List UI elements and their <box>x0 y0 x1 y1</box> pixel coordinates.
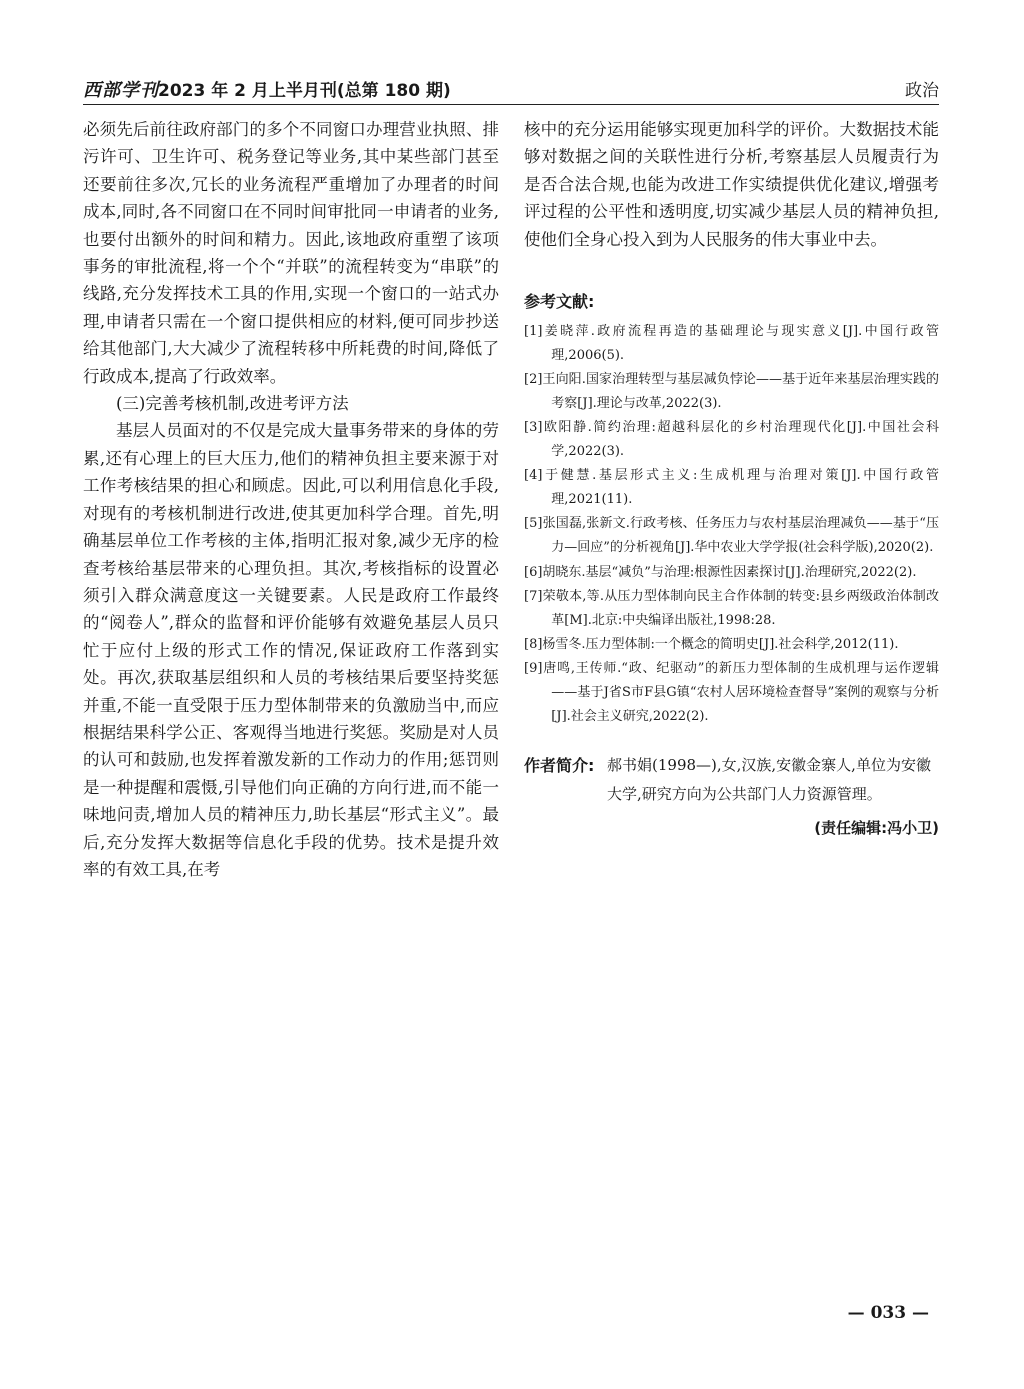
reference-item: [7]荣敬本,等.从压力型体制向民主合作体制的转变:县乡两级政治体制改革[M].北京:中央编译出版社,1998:28. <box>524 588 939 628</box>
editor-credit: (责任编辑:冯小卫) <box>814 818 939 837</box>
body-paragraph: 必须先后前往政府部门的多个不同窗口办理营业执照、排污许可、卫生许可、税务登记等业务,其中某些部门甚至还要前往多次,冗长的业务流程严重增加了办理者的时间成本,同时,各不同窗口在不同时间审批同一申请者的业务,也要付出额外的时间和精力。因此,该地政府重塑了该项事务的审批流程,将一个个“并联”的流程转变为“串联”的线路,充分发挥技术工具的作用,实现一个窗口的一站式办理,申请者只需在一个窗口提供相应的材料,便可同步抄送给其他部门,大大减少了流程转移中所耗费的时间,降低了行政成本,提高了行政效率。 <box>83 120 499 386</box>
reference-item: [1]姜晓萍.政府流程再造的基础理论与现实意义[J].中国行政管理,2006(5). <box>524 324 939 363</box>
page-number: — 033 — <box>847 1303 929 1323</box>
left-column <box>83 116 499 883</box>
body-paragraph: 核中的充分运用能够实现更加科学的评价。大数据技术能够对数据之间的关联性进行分析,考察基层人员履责行为是否合法合规,也能为改进工作实绩提供优化建议,增强考评过程的公平性和透明度,切实减少基层人员的精神负担,使他们全身心投入到为人民服务的伟大事业中去。 <box>524 120 939 249</box>
reference-item: [3]欧阳静.简约治理:超越科层化的乡村治理现代化[J].中国社会科学,2022(3). <box>524 420 939 460</box>
reference-item: [5]张国磊,张新文.行政考核、任务压力与农村基层治理减负——基于“压力—回应”的分析视角[J].华中农业大学学报(社会科学版),2020(2). <box>524 516 939 556</box>
author-text: 郝书娟(1998—),女,汉族,安徽金寨人,单位为安徽大学,研究方向为公共部门人力资源管理。 <box>607 755 931 803</box>
page-header <box>83 70 939 105</box>
author-bio <box>524 751 939 809</box>
body-paragraph: 基层人员面对的不仅是完成大量事务带来的身体的劳累,还有心理上的巨大压力,他们的精神负担主要来源于对工作考核结果的担心和顾虑。因此,可以利用信息化手段,对现有的考核机制进行改进,使其更加科学合理。首先,明确基层单位工作考核的主体,指明汇报对象,减少无序的检查考核给基层带来的心理负担。其次,考核指标的设置必须引入群众满意度这一关键要素。人民是政府工作最终的“阅卷人”,群众的监督和评价能够有效避免基层人员只忙于应付上级的形式工作的情况,保证政府工作落到实处。再次,获取基层组织和人员的考核结果后要坚持奖惩并重,不能一直受限于压力型体制带来的负激励当中,而应根据结果科学公正、客观得当地进行奖惩。奖励是对人员的认可和鼓励,也发挥着激发新的工作动力的作用;惩罚则是一种提醒和震慑,引导他们向正确的方向行进,而不能一味地问责,增加人员的精神压力,助长基层“形式主义”。最后,充分发挥大数据等信息化手段的优势。技术是提升效率的有效工具,在考 <box>83 421 499 879</box>
section-subheading: (三)完善考核机制,改进考评方法 <box>116 394 349 414</box>
references-heading: 参考文献: <box>524 292 595 312</box>
issue-info: 2023 年 2 月上半月刊(总第 180 期) <box>158 81 451 101</box>
reference-item: [8]杨雪冬.压力型体制:一个概念的简明史[J].社会科学,2012(11). <box>524 636 899 652</box>
reference-item: [6]胡晓东.基层“减负”与治理:根源性因素探讨[J].治理研究,2022(2). <box>524 564 917 580</box>
journal-logo: 西部学刊 <box>83 80 159 101</box>
reference-item: [2]王向阳.国家治理转型与基层减负悖论——基于近年来基层治理实践的考察[J].理论与改革,2022(3). <box>524 372 939 411</box>
reference-item: [9]唐鸣,王传师.“政、纪驱动”的新压力型体制的生成机理与运作逻辑——基于J省S市F县G镇“农村人居环境检查督导”案例的观察与分析[J].社会主义研究,2022(2). <box>524 661 939 724</box>
author-label: 作者简介: <box>524 755 595 775</box>
section-label: 政治 <box>905 81 939 101</box>
reference-list <box>524 320 939 729</box>
reference-item: [4]于健慧.基层形式主义:生成机理与治理对策[J].中国行政管理,2021(11). <box>524 468 939 508</box>
right-column <box>524 116 939 838</box>
